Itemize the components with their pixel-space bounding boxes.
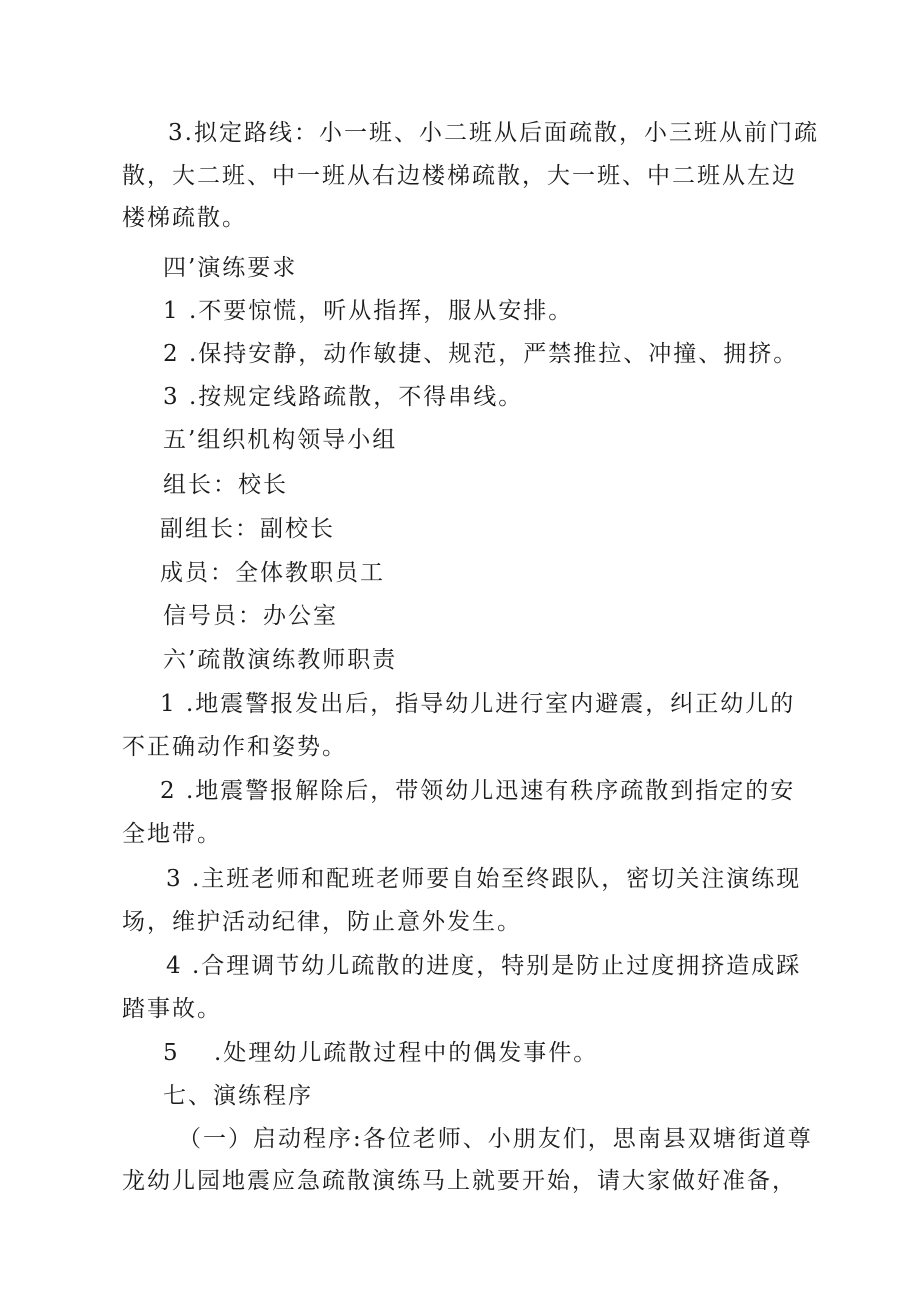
section-heading-teacher-duties: 六’疏散演练教师职责	[163, 647, 398, 673]
duty-item-3-line-2: 场，维护活动纪律，防止意外发生。	[122, 909, 522, 935]
org-leader: 组长：校长	[163, 472, 288, 498]
org-deputy-leader: 副组长：副校长	[160, 516, 335, 542]
duty-item-1-line-2: 不正确动作和姿势。	[122, 734, 347, 760]
section-heading-procedure: 七、演练程序	[163, 1083, 313, 1109]
section-heading-organization: 五’组织机构领导小组	[163, 427, 398, 453]
route-item-3-line-3: 楼梯疏散。	[122, 205, 247, 231]
duty-item-5: 5 .处理幼儿疏散过程中的偶发事件。	[163, 1040, 599, 1066]
requirement-item-3: 3 .按规定线路疏散，不得串线。	[163, 384, 524, 410]
duty-item-3-line-1: 3 .主班老师和配班老师要自始至终跟队，密切关注演练现	[166, 866, 802, 892]
duty-item-2-line-2: 全地带。	[122, 821, 222, 847]
route-item-3-line-1: 3.拟定路线：小一班、小二班从后面疏散，小三班从前门疏	[168, 120, 819, 146]
duty-item-4-line-1: 4 .合理调节幼儿疏散的进度，特别是防止过度拥挤造成踩	[166, 953, 802, 979]
org-signaler: 信号员：办公室	[163, 603, 338, 629]
duty-item-2-line-1: 2 .地震警报解除后，带领幼儿迅速有秩序疏散到指定的安	[160, 778, 796, 804]
section-heading-requirements: 四’演练要求	[163, 255, 298, 281]
route-item-3-line-2: 散，大二班、中一班从右边楼梯疏散，大一班、中二班从左边	[122, 163, 797, 189]
requirement-item-2: 2 .保持安静，动作敏捷、规范，严禁推拉、冲撞、拥挤。	[163, 341, 799, 367]
duty-item-1-line-1: 1 .地震警报发出后，指导幼儿进行室内避震，纠正幼儿的	[160, 691, 796, 717]
requirement-item-1: 1 .不要惊慌，听从指挥，服从安排。	[163, 298, 574, 324]
procedure-startup-line-2: 龙幼儿园地震应急疏散演练马上就要开始，请大家做好准备，	[122, 1168, 797, 1194]
procedure-startup-line-1: （一）启动程序:各位老师、小朋友们，思南县双塘街道尊	[178, 1126, 813, 1152]
duty-item-4-line-2: 踏事故。	[122, 996, 222, 1022]
org-members: 成员：全体教职员工	[160, 560, 385, 586]
